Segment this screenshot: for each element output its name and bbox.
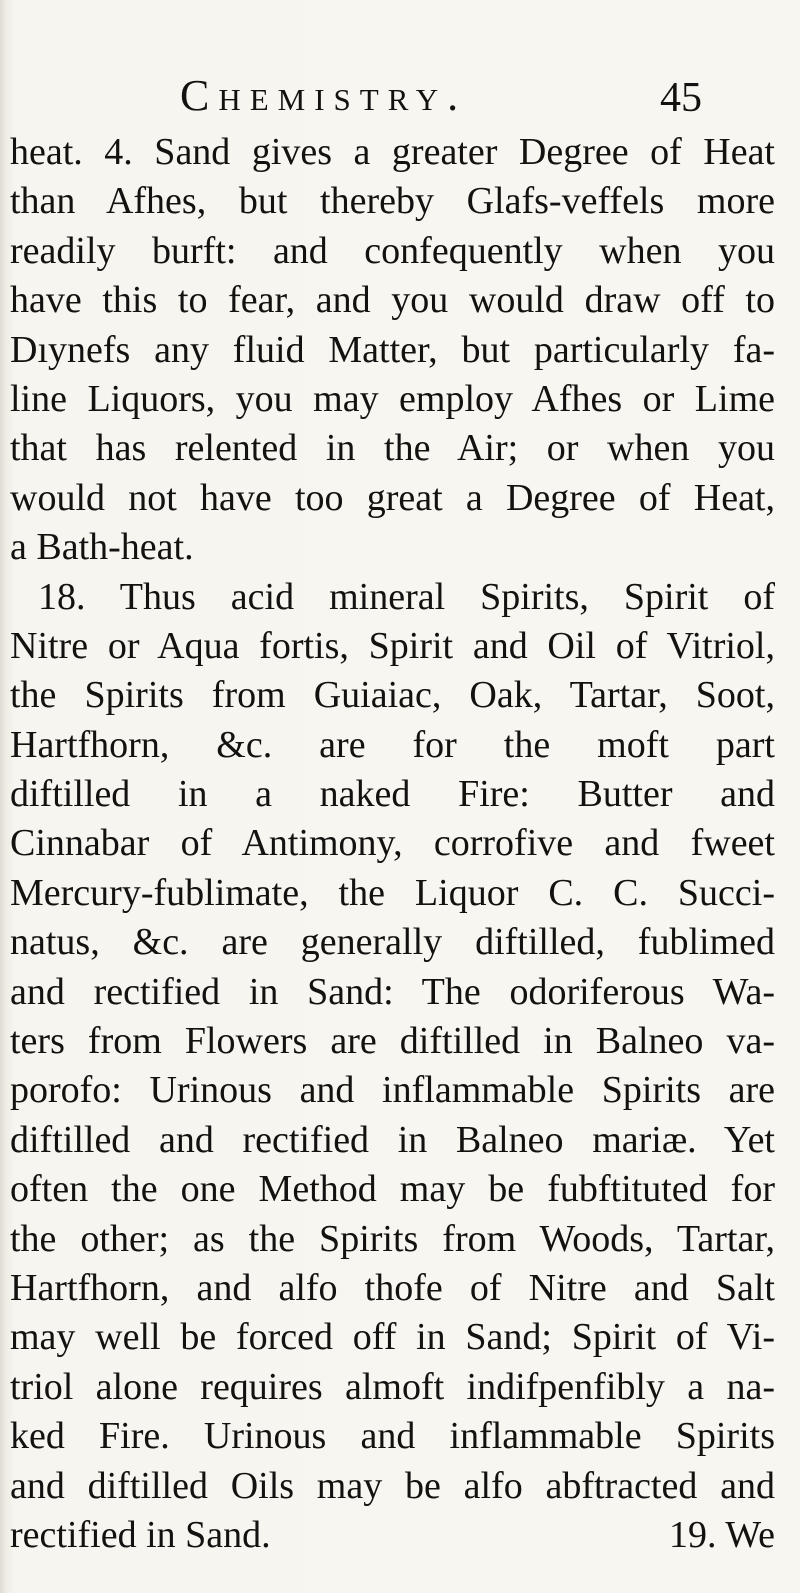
last-line <box>10 1511 775 1560</box>
text-line: line Liquors, you may employ Afhes or Lime <box>10 377 775 420</box>
page-header <box>180 68 702 124</box>
catchword: 19. We <box>668 1513 775 1556</box>
text-line: Hartfhorn, and alfo thofe of Nitre and Salt <box>10 1266 775 1309</box>
text-line: heat. 4. Sand gives a greater Degree of Heat <box>10 131 775 173</box>
text-line: readily burft: and confequently when you <box>10 229 775 272</box>
text-line: often the one Method may be fubftituted for <box>10 1168 775 1211</box>
text-line: the other; as the Spirits from Woods, Tartar, <box>10 1217 775 1260</box>
text-line: natus, &c. are generally diftilled, fublimed <box>10 921 775 964</box>
text-line: diftilled and rectified in Balneo mariæ. Yet <box>10 1118 775 1161</box>
text-line: than Afhes, but thereby Glafs-veffels more <box>10 180 775 223</box>
text-line: and rectified in Sand: The odoriferous Wa- <box>10 970 775 1013</box>
page-number: 45 <box>660 75 702 121</box>
text-line: diftilled in a naked Fire: Butter and <box>10 773 775 816</box>
text-line: 18. Thus acid mineral Spirits, Spirit of <box>38 575 775 618</box>
text-line: triol alone requires almoft indifpenfibly a na- <box>10 1365 775 1408</box>
text-line: Hartfhorn, &c. are for the moft part <box>10 723 775 766</box>
text-line: Mercury-fublimate, the Liquor C. C. Succi- <box>10 871 775 914</box>
text-line: ked Fire. Urinous and inflammable Spirits <box>10 1415 775 1458</box>
text-line: that has relented in the Air; or when you <box>10 427 775 470</box>
running-title: Chemistry. <box>180 71 468 120</box>
text-line: would not have too great a Degree of Heat, <box>10 476 775 519</box>
text-line: rectified in Sand. <box>10 1513 271 1556</box>
text-line: have this to fear, and you would draw off to <box>10 279 775 322</box>
text-line: porofo: Urinous and inflammable Spirits are <box>10 1069 775 1112</box>
text-line: and diftilled Oils may be alfo abftracted and <box>10 1464 775 1507</box>
text-line: Dıynefs any fluid Matter, but particularly fa- <box>10 328 775 371</box>
text-line: ters from Flowers are diftilled in Balneo va- <box>10 1020 775 1063</box>
text-line: the Spirits from Guiaiac, Oak, Tartar, Soot, <box>10 674 775 717</box>
text-line: may well be forced off in Sand; Spirit of Vi- <box>10 1316 775 1359</box>
text-line: a Bath-heat. <box>10 526 194 569</box>
text-line: Nitre or Aqua fortis, Spirit and Oil of Vitriol, <box>10 624 775 667</box>
body-text <box>10 128 775 1560</box>
text-line: Cinnabar of Antimony, corrofive and fweet <box>10 822 775 865</box>
